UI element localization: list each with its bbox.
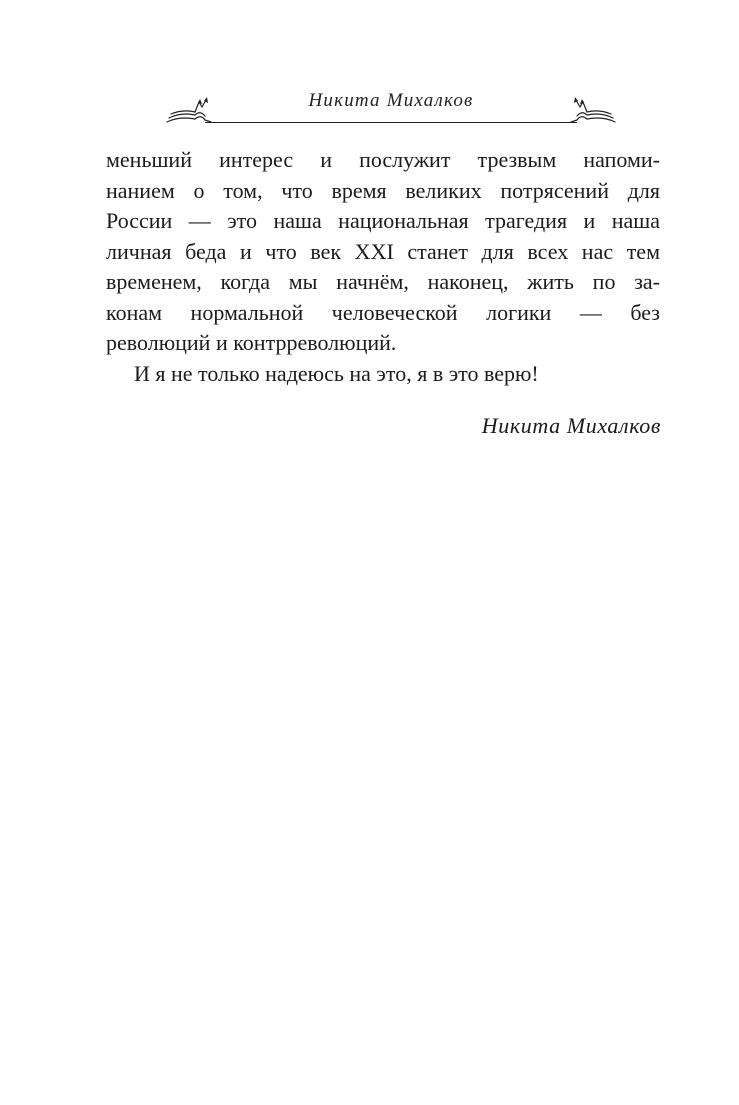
text-line: революций и контрреволюций.	[106, 330, 397, 355]
open-book-ornament-icon	[569, 94, 617, 128]
header-rule	[205, 122, 577, 123]
text-line: И я не только надеюсь на это, я в это верю!	[134, 360, 539, 386]
text-line: нанием о том, что время великих потрясений для	[106, 177, 660, 203]
text-line: России — это наша национальная трагедия и наша	[106, 208, 660, 233]
text-line: меньший интерес и послужит трезвым напоми-	[106, 147, 660, 172]
paragraph-2	[106, 359, 660, 390]
body-text	[106, 145, 660, 389]
text-line: конам нормальной человеческой логики — без	[106, 299, 660, 325]
running-header	[165, 88, 617, 130]
text-line: личная беда и что век XXI станет для всех нас тем	[106, 238, 660, 264]
paragraph-1	[106, 145, 660, 359]
text-line: временем, когда мы начнём, наконец, жить по за-	[106, 269, 660, 294]
author-signature: Никита Михалков	[481, 413, 661, 438]
running-header-title: Никита Михалков	[308, 90, 474, 111]
